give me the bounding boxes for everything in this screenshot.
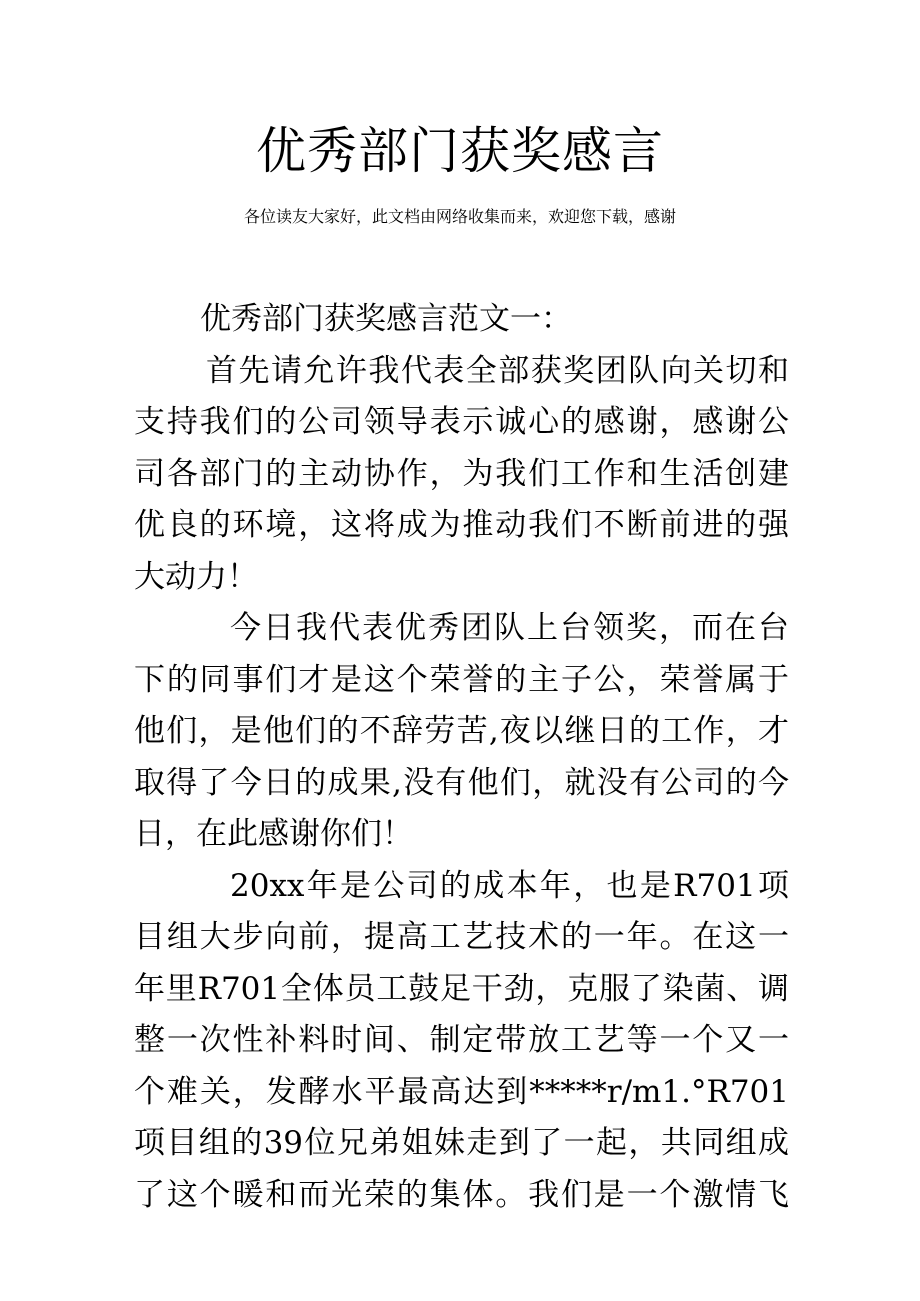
body-text-line: 支持我们的公司领导表示诚心的感谢，感谢公: [134, 404, 789, 440]
body-text-line: 下的同事们才是这个荣誉的主子公，荣誉属于: [134, 661, 789, 698]
body-text-line: 整一次性补料时间、制定带放工艺等一个又一: [134, 1022, 789, 1058]
body-text-line: 日，在此感谢你们！: [134, 816, 413, 852]
body-text-line: 年里R701全体员工鼓足干劲，克服了染菌、调: [134, 970, 789, 1007]
body-text-line: 项目组的39位兄弟姐妹走到了一起，共同组成: [134, 1125, 789, 1161]
body-text-line: 首先请允许我代表全部获奖团队向关切和: [206, 352, 789, 389]
body-text-line: 了这个暖和而光荣的集体。我们是一个激情飞: [134, 1176, 789, 1213]
document-title: 优秀部门获奖感言: [256, 122, 664, 180]
body-text-line: 20xx年是公司的成本年，也是R701项: [230, 867, 789, 904]
document-subtitle: 各位读友大家好，此文档由网络收集而来，欢迎您下载，感谢: [243, 207, 676, 226]
body-text-line: 目组大步向前，提高工艺技术的一年。在这一: [134, 919, 789, 955]
body-text-line: 司各部门的主动协作，为我们工作和生活创建: [134, 455, 789, 492]
body-text-line: 个难关，发酵水平最高达到*****r∕m1.°R701: [134, 1073, 789, 1110]
body-text-line: 他们，是他们的不辞劳苦,夜以继日的工作，才: [134, 713, 789, 749]
body-text-line: 取得了今日的成果,没有他们，就没有公司的今: [134, 764, 789, 801]
document-body: [134, 294, 789, 1221]
body-text-line: 今日我代表优秀团队上台领奖，而在台: [230, 610, 789, 646]
body-text-line: 大动力！: [134, 558, 258, 595]
body-text-line: 优秀部门获奖感言范文一：: [200, 301, 572, 337]
body-text-line: 优良的环境，这将成为推动我们不断前进的强: [134, 507, 789, 543]
